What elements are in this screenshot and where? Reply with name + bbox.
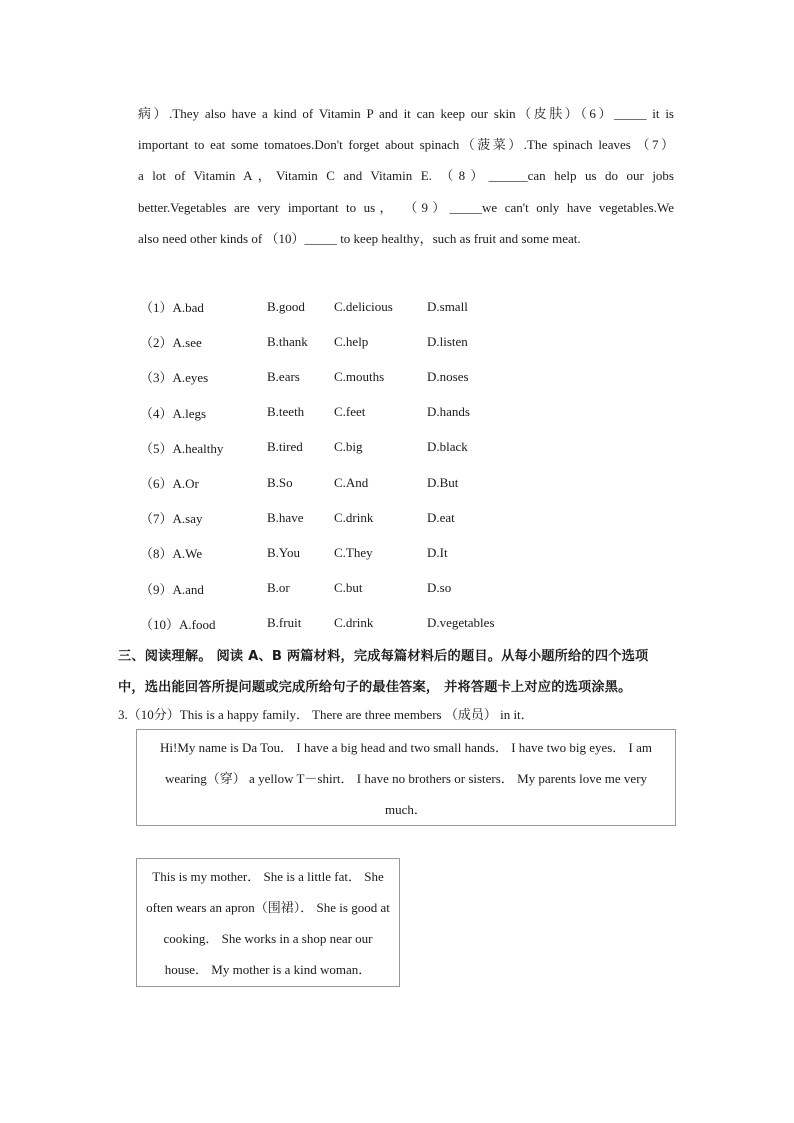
option-b: B.tired — [267, 439, 303, 455]
option-b: B.fruit — [267, 615, 302, 631]
option-b: B.teeth — [267, 404, 305, 420]
option-d: D.black — [427, 439, 468, 455]
option-c: C.mouths — [334, 368, 385, 384]
option-d: D.It — [427, 544, 448, 560]
section-heading-line: 中，选出能回答所提问题或完成所给句子的最佳答案， 并将答题卡上对应的选项涂黑。 — [118, 680, 632, 695]
box-line: This is my mother． She is a little fat． She — [152, 869, 384, 884]
box-line: Hi!My name is Da Tou． I have a big head and two small hands． I have two big eyes． I am — [159, 740, 652, 755]
passage-line: important to eat some tomatoes.Don't forget about spinach（菠菜）.The spinach leaves （7） — [138, 137, 674, 153]
option-a: （6）A.Or — [140, 476, 199, 492]
option-d: D.vegetables — [427, 615, 495, 631]
option-b: B.or — [267, 580, 290, 596]
option-b: B.good — [267, 298, 305, 314]
reading-box-b — [136, 858, 400, 987]
box-line: house． My mother is a kind woman． — [164, 962, 372, 977]
option-b: B.thank — [267, 333, 308, 349]
section-heading — [118, 641, 678, 703]
option-b: B.have — [267, 509, 304, 525]
option-a: （3）A.eyes — [140, 370, 209, 386]
section-heading-line: 三、阅读理解。 阅读 A、B 两篇材料，完成每篇材料后的题目。从每小题所给的四个选项 — [118, 649, 649, 664]
option-a: （5）A.healthy — [140, 440, 224, 456]
option-row — [140, 395, 517, 430]
option-d: D.hands — [427, 404, 470, 420]
option-row — [140, 500, 517, 535]
option-a: （2）A.see — [140, 335, 202, 351]
question-3-stem: 3.（10分）This is a happy family． There are three members （成员） in it． — [118, 707, 534, 722]
option-b: B.ears — [267, 368, 300, 384]
option-c: C.delicious — [334, 298, 393, 314]
passage-line: 病）.They also have a kind of Vitamin P and it can keep our skin（皮肤）（6）_____ it is — [138, 106, 674, 121]
option-c: C.drink — [334, 615, 374, 631]
option-row — [140, 430, 517, 465]
option-a: （9）A.and — [140, 581, 204, 597]
passage-line: also need other kinds of （10）_____ to keep healthy，such as fruit and some meat. — [138, 230, 581, 246]
cloze-passage — [138, 98, 674, 254]
option-d: D.eat — [427, 509, 455, 525]
option-row — [140, 465, 517, 500]
passage-line: better.Vegetables are very important to us， （9）_____we can't only have vegetables.We — [138, 199, 674, 215]
reading-box-a — [136, 729, 676, 826]
option-d: D.so — [427, 580, 452, 596]
option-c: C.They — [334, 544, 373, 560]
box-line: often wears an apron（围裙）． She is good at — [146, 900, 390, 915]
option-d: D.noses — [427, 368, 469, 384]
option-b: B.You — [267, 544, 301, 560]
option-a: （4）A.legs — [140, 405, 207, 421]
option-a: （7）A.say — [140, 511, 203, 527]
option-a: （8）A.We — [140, 546, 203, 562]
option-c: C.feet — [334, 404, 366, 420]
box-line: cooking． She works in a shop near our — [163, 931, 373, 946]
option-a: （1）A.bad — [140, 300, 204, 316]
box-line: much． — [385, 802, 427, 817]
passage-line: a lot of Vitamin A，Vitamin C and Vitamin E. （8）______can help us do our jobs — [138, 168, 674, 184]
option-row — [140, 571, 517, 606]
answer-options — [140, 289, 517, 641]
option-row — [140, 289, 517, 324]
option-c: C.And — [334, 474, 369, 490]
option-row — [140, 324, 517, 359]
option-d: D.listen — [427, 333, 468, 349]
option-row — [140, 359, 517, 394]
option-c: C.drink — [334, 509, 374, 525]
option-row — [140, 535, 517, 570]
option-c: C.help — [334, 333, 369, 349]
option-d: D.small — [427, 298, 468, 314]
option-b: B.So — [267, 474, 293, 490]
box-line: wearing（穿） a yellow T－shirt． I have no brothers or sisters． My parents love me very — [164, 771, 648, 786]
option-c: C.but — [334, 580, 363, 596]
option-row — [140, 606, 517, 641]
option-a: （10）A.food — [140, 616, 216, 632]
option-d: D.But — [427, 474, 459, 490]
option-c: C.big — [334, 439, 363, 455]
